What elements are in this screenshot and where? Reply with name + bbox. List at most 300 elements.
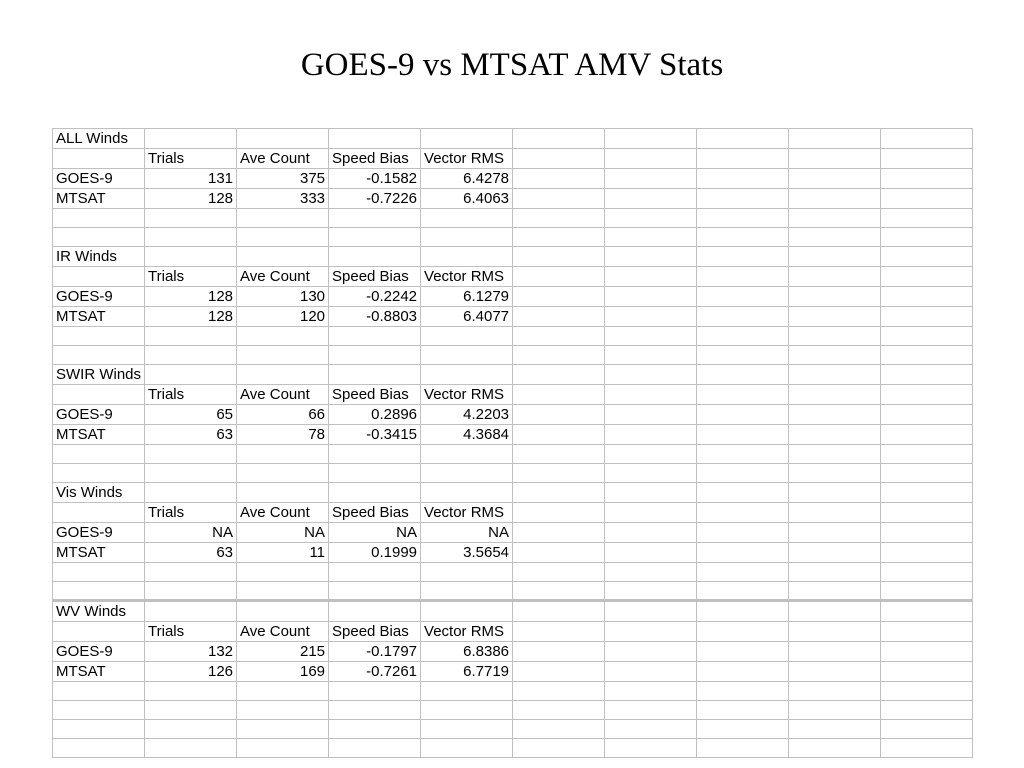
table-cell[interactable]	[881, 642, 973, 662]
table-cell[interactable]	[697, 346, 789, 365]
table-cell[interactable]: Vector RMS	[421, 385, 513, 405]
table-cell[interactable]	[421, 247, 513, 267]
table-cell[interactable]	[605, 622, 697, 642]
table-cell[interactable]: 132	[145, 642, 237, 662]
table-cell[interactable]	[697, 149, 789, 169]
table-cell[interactable]	[237, 563, 329, 582]
table-cell[interactable]: 0.2896	[329, 405, 421, 425]
table-cell[interactable]: MTSAT	[53, 189, 145, 209]
table-cell[interactable]: 120	[237, 307, 329, 327]
table-cell[interactable]	[421, 739, 513, 758]
table-cell[interactable]	[789, 129, 881, 149]
table-cell[interactable]	[237, 445, 329, 464]
table-cell[interactable]	[329, 346, 421, 365]
table-cell[interactable]	[237, 739, 329, 758]
table-cell[interactable]	[421, 483, 513, 503]
table-cell[interactable]: IR Winds	[53, 247, 145, 267]
table-cell[interactable]	[145, 365, 237, 385]
table-cell[interactable]	[53, 682, 145, 701]
table-cell[interactable]: Vector RMS	[421, 622, 513, 642]
table-cell[interactable]	[53, 563, 145, 582]
table-cell[interactable]	[789, 662, 881, 682]
table-cell[interactable]: 215	[237, 642, 329, 662]
table-cell[interactable]	[513, 149, 605, 169]
table-cell[interactable]	[237, 228, 329, 247]
table-cell[interactable]	[513, 129, 605, 149]
table-cell[interactable]	[237, 701, 329, 720]
table-cell[interactable]	[697, 405, 789, 425]
table-cell[interactable]	[421, 464, 513, 483]
table-cell[interactable]: Ave Count	[237, 503, 329, 523]
table-cell[interactable]	[789, 464, 881, 483]
table-cell[interactable]: ALL Winds	[53, 129, 145, 149]
table-cell[interactable]	[421, 365, 513, 385]
table-cell[interactable]: 375	[237, 169, 329, 189]
table-cell[interactable]: -0.2242	[329, 287, 421, 307]
table-cell[interactable]	[789, 247, 881, 267]
table-cell[interactable]	[881, 169, 973, 189]
table-cell[interactable]	[329, 327, 421, 346]
table-cell[interactable]: 63	[145, 543, 237, 563]
table-cell[interactable]: 0.1999	[329, 543, 421, 563]
table-cell[interactable]: Ave Count	[237, 149, 329, 169]
table-cell[interactable]	[513, 228, 605, 247]
table-cell[interactable]	[53, 701, 145, 720]
table-cell[interactable]	[697, 523, 789, 543]
table-cell[interactable]	[145, 247, 237, 267]
table-cell[interactable]	[237, 483, 329, 503]
table-cell[interactable]: 130	[237, 287, 329, 307]
table-cell[interactable]	[145, 327, 237, 346]
table-cell[interactable]: NA	[421, 523, 513, 543]
table-cell[interactable]	[605, 682, 697, 701]
table-cell[interactable]	[329, 582, 421, 601]
table-cell[interactable]	[605, 307, 697, 327]
table-cell[interactable]	[789, 209, 881, 228]
table-cell[interactable]: Ave Count	[237, 385, 329, 405]
table-cell[interactable]	[789, 701, 881, 720]
table-cell[interactable]: 78	[237, 425, 329, 445]
table-cell[interactable]	[697, 169, 789, 189]
table-cell[interactable]	[697, 720, 789, 739]
table-cell[interactable]	[421, 445, 513, 464]
table-cell[interactable]	[789, 189, 881, 209]
table-cell[interactable]	[605, 189, 697, 209]
table-cell[interactable]	[53, 464, 145, 483]
table-cell[interactable]	[697, 543, 789, 563]
table-cell[interactable]	[605, 464, 697, 483]
table-cell[interactable]	[881, 720, 973, 739]
table-cell[interactable]	[789, 307, 881, 327]
table-cell[interactable]	[605, 228, 697, 247]
table-cell[interactable]	[881, 601, 973, 622]
table-cell[interactable]	[789, 543, 881, 563]
table-cell[interactable]	[513, 464, 605, 483]
table-cell[interactable]	[421, 563, 513, 582]
table-cell[interactable]	[605, 662, 697, 682]
table-cell[interactable]	[697, 385, 789, 405]
table-cell[interactable]	[881, 739, 973, 758]
table-cell[interactable]	[513, 169, 605, 189]
table-cell[interactable]	[881, 327, 973, 346]
table-cell[interactable]	[329, 365, 421, 385]
table-cell[interactable]	[605, 701, 697, 720]
table-cell[interactable]	[513, 346, 605, 365]
table-cell[interactable]	[513, 445, 605, 464]
table-cell[interactable]	[421, 327, 513, 346]
table-cell[interactable]	[881, 149, 973, 169]
table-cell[interactable]	[421, 228, 513, 247]
table-cell[interactable]	[145, 464, 237, 483]
table-cell[interactable]	[421, 129, 513, 149]
table-cell[interactable]	[881, 189, 973, 209]
table-cell[interactable]	[881, 287, 973, 307]
table-cell[interactable]	[881, 405, 973, 425]
table-cell[interactable]: Speed Bias	[329, 149, 421, 169]
table-cell[interactable]	[605, 385, 697, 405]
table-cell[interactable]	[697, 701, 789, 720]
table-cell[interactable]	[789, 149, 881, 169]
table-cell[interactable]	[881, 209, 973, 228]
table-cell[interactable]: MTSAT	[53, 662, 145, 682]
table-cell[interactable]: GOES-9	[53, 287, 145, 307]
table-cell[interactable]: 6.1279	[421, 287, 513, 307]
table-cell[interactable]	[237, 682, 329, 701]
table-cell[interactable]	[789, 739, 881, 758]
table-cell[interactable]	[513, 307, 605, 327]
table-cell[interactable]	[789, 365, 881, 385]
table-cell[interactable]	[605, 483, 697, 503]
table-cell[interactable]	[789, 523, 881, 543]
table-cell[interactable]	[697, 287, 789, 307]
table-cell[interactable]	[513, 503, 605, 523]
table-cell[interactable]	[53, 622, 145, 642]
table-cell[interactable]: Vis Winds	[53, 483, 145, 503]
table-cell[interactable]	[421, 582, 513, 601]
table-cell[interactable]	[513, 385, 605, 405]
table-cell[interactable]	[329, 129, 421, 149]
table-cell[interactable]	[697, 622, 789, 642]
table-cell[interactable]	[513, 365, 605, 385]
table-cell[interactable]: 128	[145, 287, 237, 307]
table-cell[interactable]: Trials	[145, 385, 237, 405]
table-cell[interactable]: SWIR Winds	[53, 365, 145, 385]
table-cell[interactable]	[789, 642, 881, 662]
table-cell[interactable]	[605, 169, 697, 189]
table-cell[interactable]	[237, 327, 329, 346]
table-cell[interactable]	[53, 267, 145, 287]
table-cell[interactable]: 6.4278	[421, 169, 513, 189]
table-cell[interactable]	[605, 563, 697, 582]
table-cell[interactable]	[329, 739, 421, 758]
table-cell[interactable]	[881, 582, 973, 601]
table-cell[interactable]	[789, 169, 881, 189]
table-cell[interactable]	[53, 209, 145, 228]
table-cell[interactable]: -0.8803	[329, 307, 421, 327]
table-cell[interactable]	[881, 346, 973, 365]
table-cell[interactable]	[789, 287, 881, 307]
table-cell[interactable]	[145, 346, 237, 365]
table-cell[interactable]	[789, 682, 881, 701]
table-cell[interactable]	[881, 622, 973, 642]
table-cell[interactable]: Trials	[145, 503, 237, 523]
table-cell[interactable]: 128	[145, 307, 237, 327]
table-cell[interactable]	[605, 523, 697, 543]
table-cell[interactable]	[513, 662, 605, 682]
table-cell[interactable]	[697, 247, 789, 267]
table-cell[interactable]	[53, 149, 145, 169]
table-cell[interactable]: 4.3684	[421, 425, 513, 445]
table-cell[interactable]: -0.1582	[329, 169, 421, 189]
table-cell[interactable]	[605, 425, 697, 445]
table-cell[interactable]: NA	[237, 523, 329, 543]
table-cell[interactable]	[329, 209, 421, 228]
table-cell[interactable]	[789, 720, 881, 739]
table-cell[interactable]: NA	[145, 523, 237, 543]
table-cell[interactable]: Ave Count	[237, 267, 329, 287]
table-cell[interactable]	[697, 307, 789, 327]
table-cell[interactable]	[789, 228, 881, 247]
table-cell[interactable]	[881, 247, 973, 267]
table-cell[interactable]	[329, 445, 421, 464]
table-cell[interactable]	[421, 346, 513, 365]
table-cell[interactable]	[237, 720, 329, 739]
table-cell[interactable]: NA	[329, 523, 421, 543]
table-cell[interactable]	[881, 445, 973, 464]
table-cell[interactable]	[789, 582, 881, 601]
table-cell[interactable]	[605, 739, 697, 758]
table-cell[interactable]	[513, 267, 605, 287]
table-cell[interactable]: Vector RMS	[421, 503, 513, 523]
table-cell[interactable]	[145, 739, 237, 758]
table-cell[interactable]: WV Winds	[53, 601, 145, 622]
table-cell[interactable]: 169	[237, 662, 329, 682]
table-cell[interactable]	[789, 267, 881, 287]
table-cell[interactable]	[53, 445, 145, 464]
table-cell[interactable]	[145, 563, 237, 582]
table-cell[interactable]	[881, 543, 973, 563]
table-cell[interactable]: Speed Bias	[329, 267, 421, 287]
table-cell[interactable]	[329, 720, 421, 739]
table-cell[interactable]	[53, 503, 145, 523]
table-cell[interactable]: 65	[145, 405, 237, 425]
table-cell[interactable]	[697, 483, 789, 503]
table-cell[interactable]	[145, 682, 237, 701]
table-cell[interactable]	[513, 189, 605, 209]
table-cell[interactable]	[237, 601, 329, 622]
table-cell[interactable]: 333	[237, 189, 329, 209]
table-cell[interactable]	[881, 365, 973, 385]
table-cell[interactable]	[697, 129, 789, 149]
table-cell[interactable]	[237, 582, 329, 601]
table-cell[interactable]	[145, 582, 237, 601]
table-cell[interactable]	[697, 327, 789, 346]
table-cell[interactable]	[513, 682, 605, 701]
table-cell[interactable]: -0.1797	[329, 642, 421, 662]
table-cell[interactable]	[697, 445, 789, 464]
table-cell[interactable]	[513, 642, 605, 662]
table-cell[interactable]: -0.7226	[329, 189, 421, 209]
table-cell[interactable]	[237, 365, 329, 385]
table-cell[interactable]	[513, 327, 605, 346]
table-cell[interactable]: Vector RMS	[421, 267, 513, 287]
table-cell[interactable]: 3.5654	[421, 543, 513, 563]
table-cell[interactable]	[881, 385, 973, 405]
table-cell[interactable]: 6.8386	[421, 642, 513, 662]
table-cell[interactable]	[421, 701, 513, 720]
table-cell[interactable]: 11	[237, 543, 329, 563]
table-cell[interactable]: 6.4063	[421, 189, 513, 209]
table-cell[interactable]	[513, 287, 605, 307]
table-cell[interactable]	[605, 503, 697, 523]
table-cell[interactable]	[789, 503, 881, 523]
table-cell[interactable]: MTSAT	[53, 543, 145, 563]
table-cell[interactable]: 6.7719	[421, 662, 513, 682]
table-cell[interactable]: Speed Bias	[329, 385, 421, 405]
table-cell[interactable]	[697, 189, 789, 209]
table-cell[interactable]	[329, 601, 421, 622]
table-cell[interactable]	[513, 247, 605, 267]
table-cell[interactable]	[513, 720, 605, 739]
table-cell[interactable]	[697, 503, 789, 523]
table-cell[interactable]	[237, 209, 329, 228]
table-cell[interactable]	[145, 209, 237, 228]
table-cell[interactable]	[697, 662, 789, 682]
table-cell[interactable]	[697, 365, 789, 385]
table-cell[interactable]: 63	[145, 425, 237, 445]
table-cell[interactable]	[789, 327, 881, 346]
table-cell[interactable]	[881, 464, 973, 483]
table-cell[interactable]	[605, 209, 697, 228]
table-cell[interactable]	[789, 425, 881, 445]
table-cell[interactable]	[513, 425, 605, 445]
table-cell[interactable]	[605, 601, 697, 622]
table-cell[interactable]	[789, 563, 881, 582]
table-cell[interactable]: 4.2203	[421, 405, 513, 425]
table-cell[interactable]	[605, 149, 697, 169]
table-cell[interactable]	[53, 327, 145, 346]
table-cell[interactable]: Trials	[145, 267, 237, 287]
table-cell[interactable]	[513, 405, 605, 425]
table-cell[interactable]	[53, 228, 145, 247]
table-cell[interactable]: -0.3415	[329, 425, 421, 445]
table-cell[interactable]	[697, 267, 789, 287]
table-cell[interactable]: Trials	[145, 149, 237, 169]
table-cell[interactable]: 126	[145, 662, 237, 682]
table-cell[interactable]	[513, 701, 605, 720]
table-cell[interactable]	[421, 209, 513, 228]
table-cell[interactable]	[789, 622, 881, 642]
table-cell[interactable]: MTSAT	[53, 425, 145, 445]
table-cell[interactable]	[53, 720, 145, 739]
table-cell[interactable]	[881, 228, 973, 247]
table-cell[interactable]	[605, 543, 697, 563]
table-cell[interactable]	[605, 267, 697, 287]
table-cell[interactable]	[697, 464, 789, 483]
table-cell[interactable]	[329, 563, 421, 582]
table-cell[interactable]	[697, 209, 789, 228]
table-cell[interactable]	[789, 385, 881, 405]
table-cell[interactable]: 66	[237, 405, 329, 425]
table-cell[interactable]: MTSAT	[53, 307, 145, 327]
table-cell[interactable]	[881, 701, 973, 720]
table-cell[interactable]	[697, 682, 789, 701]
table-cell[interactable]	[421, 682, 513, 701]
table-cell[interactable]	[329, 701, 421, 720]
table-cell[interactable]	[697, 228, 789, 247]
table-cell[interactable]	[329, 228, 421, 247]
table-cell[interactable]	[881, 483, 973, 503]
table-cell[interactable]	[329, 483, 421, 503]
table-cell[interactable]: Speed Bias	[329, 622, 421, 642]
table-cell[interactable]	[881, 563, 973, 582]
table-cell[interactable]	[605, 346, 697, 365]
table-cell[interactable]	[513, 601, 605, 622]
table-cell[interactable]	[145, 701, 237, 720]
table-cell[interactable]	[421, 720, 513, 739]
table-cell[interactable]	[789, 601, 881, 622]
table-cell[interactable]	[697, 601, 789, 622]
table-cell[interactable]	[329, 682, 421, 701]
table-cell[interactable]	[881, 307, 973, 327]
table-cell[interactable]	[605, 365, 697, 385]
table-cell[interactable]	[421, 601, 513, 622]
table-cell[interactable]	[513, 543, 605, 563]
table-cell[interactable]: 131	[145, 169, 237, 189]
table-cell[interactable]	[513, 483, 605, 503]
table-cell[interactable]	[53, 385, 145, 405]
table-cell[interactable]	[145, 129, 237, 149]
table-cell[interactable]	[697, 563, 789, 582]
table-cell[interactable]	[789, 445, 881, 464]
table-cell[interactable]	[513, 739, 605, 758]
table-cell[interactable]	[145, 601, 237, 622]
table-cell[interactable]: Speed Bias	[329, 503, 421, 523]
table-cell[interactable]	[605, 287, 697, 307]
table-cell[interactable]	[329, 247, 421, 267]
table-cell[interactable]: 128	[145, 189, 237, 209]
table-cell[interactable]	[881, 129, 973, 149]
table-cell[interactable]	[513, 209, 605, 228]
table-cell[interactable]	[53, 739, 145, 758]
table-cell[interactable]	[605, 405, 697, 425]
table-cell[interactable]	[513, 563, 605, 582]
table-cell[interactable]: Ave Count	[237, 622, 329, 642]
table-cell[interactable]	[513, 523, 605, 543]
table-cell[interactable]	[605, 129, 697, 149]
table-cell[interactable]	[237, 464, 329, 483]
table-cell[interactable]	[605, 445, 697, 464]
table-cell[interactable]	[605, 720, 697, 739]
table-cell[interactable]: -0.7261	[329, 662, 421, 682]
table-cell[interactable]	[145, 720, 237, 739]
table-cell[interactable]: GOES-9	[53, 523, 145, 543]
table-cell[interactable]: Trials	[145, 622, 237, 642]
table-cell[interactable]: GOES-9	[53, 405, 145, 425]
table-cell[interactable]	[697, 739, 789, 758]
table-cell[interactable]	[697, 425, 789, 445]
table-cell[interactable]	[53, 582, 145, 601]
table-cell[interactable]: 6.4077	[421, 307, 513, 327]
table-cell[interactable]	[605, 327, 697, 346]
table-cell[interactable]	[789, 346, 881, 365]
table-cell[interactable]: GOES-9	[53, 642, 145, 662]
table-cell[interactable]	[513, 582, 605, 601]
table-cell[interactable]	[53, 346, 145, 365]
table-cell[interactable]	[145, 483, 237, 503]
table-cell[interactable]	[789, 483, 881, 503]
table-cell[interactable]	[329, 464, 421, 483]
